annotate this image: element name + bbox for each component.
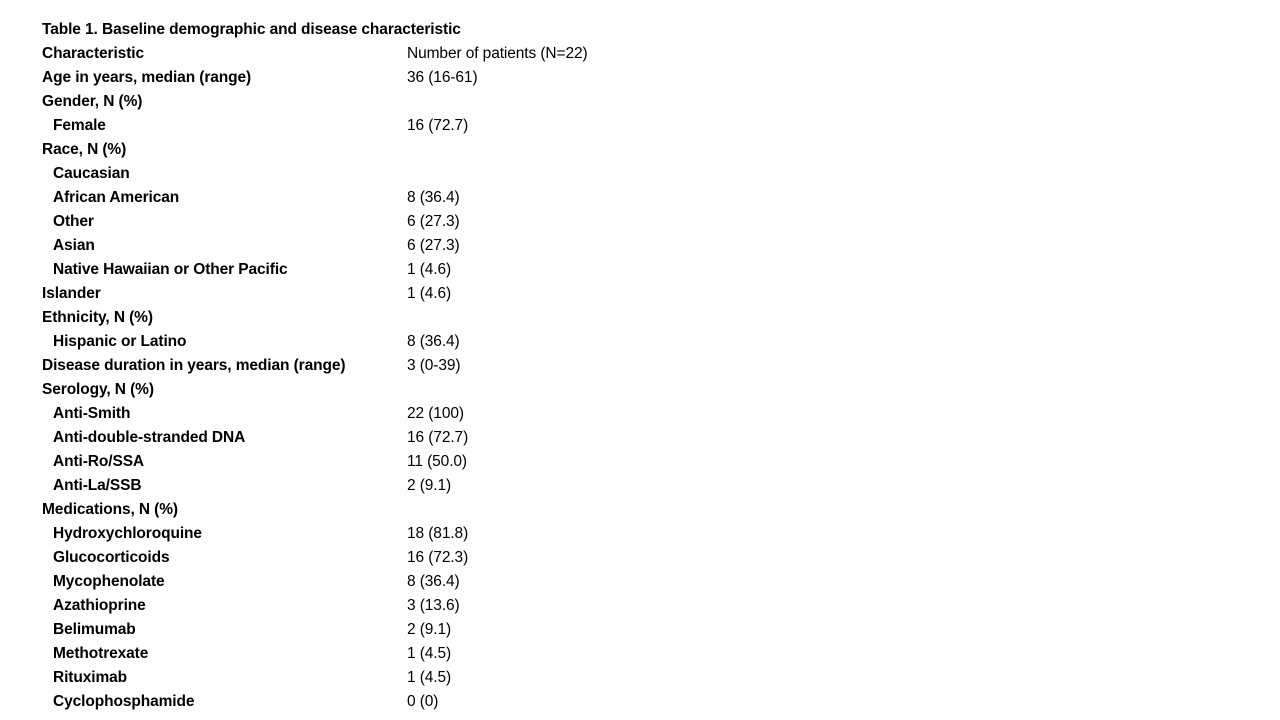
baseline-characteristics-table <box>42 42 1192 66</box>
row-value: 1 (4.5) <box>407 669 452 686</box>
table-row <box>42 618 1192 642</box>
table-row <box>42 186 1192 210</box>
row-label: Disease duration in years, median (range) <box>42 357 346 374</box>
row-label: Age in years, median (range) <box>42 69 252 86</box>
row-value <box>407 138 1192 162</box>
table-row <box>42 354 1192 378</box>
column-header-number-of-patients: Number of patients (N=22) <box>407 45 588 62</box>
row-value <box>407 378 1192 402</box>
table-row <box>42 234 1192 258</box>
row-label: Gender, N (%) <box>42 93 143 110</box>
row-value: 36 (16-61) <box>407 69 478 86</box>
row-label: Cyclophosphamide <box>53 693 195 710</box>
table-row <box>42 402 1192 426</box>
row-label: Female <box>53 117 106 134</box>
row-value: 1 (4.6) <box>407 261 452 278</box>
row-value: 11 (50.0) <box>407 453 467 470</box>
row-label: African American <box>53 189 180 206</box>
row-label: Native Hawaiian or Other Pacific <box>53 261 288 278</box>
table-row <box>42 210 1192 234</box>
row-label: Belimumab <box>53 621 136 638</box>
column-header-characteristic: Characteristic <box>42 45 144 62</box>
row-value: 6 (27.3) <box>407 237 460 254</box>
table-row <box>42 330 1192 354</box>
table-row <box>42 162 1192 186</box>
baseline-characteristics-rows <box>42 66 1192 714</box>
row-value: 22 (100) <box>407 405 464 422</box>
table-title: Table 1. Baseline demographic and disease characteristic <box>42 21 461 38</box>
table-row <box>42 546 1192 570</box>
table-row <box>42 666 1192 690</box>
table-row <box>42 690 1192 714</box>
table-row <box>42 378 1192 402</box>
table-row <box>42 90 1192 114</box>
table-body <box>42 42 1192 66</box>
row-label: Anti-La/SSB <box>53 477 142 494</box>
row-value: 16 (72.3) <box>407 549 469 566</box>
table-row <box>42 426 1192 450</box>
row-value: 8 (36.4) <box>407 189 460 206</box>
row-label: Islander <box>42 285 101 302</box>
row-value <box>407 90 1192 114</box>
table-row <box>42 594 1192 618</box>
row-label: Other <box>53 213 94 230</box>
row-value: 1 (4.6) <box>407 285 452 302</box>
row-value: 3 (0-39) <box>407 357 461 374</box>
table-row <box>42 474 1192 498</box>
row-value: 16 (72.7) <box>407 429 469 446</box>
row-value: 0 (0) <box>407 693 439 710</box>
table-row <box>42 306 1192 330</box>
table-header-row <box>42 42 1192 66</box>
row-value: 18 (81.8) <box>407 525 469 542</box>
row-value <box>407 498 1192 522</box>
table-rows-body <box>42 66 1192 714</box>
row-label: Asian <box>53 237 95 254</box>
table-row <box>42 450 1192 474</box>
row-value <box>407 162 1192 186</box>
row-value: 3 (13.6) <box>407 597 460 614</box>
row-label: Glucocorticoids <box>53 549 170 566</box>
row-value <box>407 306 1192 330</box>
row-value: 1 (4.5) <box>407 645 452 662</box>
row-label: Anti-double-stranded DNA <box>53 429 246 446</box>
table-row <box>42 570 1192 594</box>
row-label: Hydroxychloroquine <box>53 525 202 542</box>
row-label: Ethnicity, N (%) <box>42 309 153 326</box>
row-value: 6 (27.3) <box>407 213 460 230</box>
row-label: Serology, N (%) <box>42 381 154 398</box>
row-label: Methotrexate <box>53 645 149 662</box>
row-value: 16 (72.7) <box>407 117 469 134</box>
row-label: Anti-Ro/SSA <box>53 453 145 470</box>
table-row <box>42 642 1192 666</box>
row-label: Rituximab <box>53 669 128 686</box>
row-label: Anti-Smith <box>53 405 131 422</box>
row-label: Hispanic or Latino <box>53 333 187 350</box>
row-label: Mycophenolate <box>53 573 165 590</box>
table-row <box>42 522 1192 546</box>
row-label: Caucasian <box>53 165 130 182</box>
table-row <box>42 282 1192 306</box>
row-value: 2 (9.1) <box>407 621 452 638</box>
table-row <box>42 258 1192 282</box>
row-value: 8 (36.4) <box>407 333 460 350</box>
row-value: 2 (9.1) <box>407 477 452 494</box>
row-label: Race, N (%) <box>42 141 127 158</box>
row-label: Medications, N (%) <box>42 501 178 518</box>
table-row <box>42 138 1192 162</box>
row-label: Azathioprine <box>53 597 146 614</box>
row-value: 8 (36.4) <box>407 573 460 590</box>
table-row <box>42 66 1192 90</box>
table-row <box>42 498 1192 522</box>
table-row <box>42 114 1192 138</box>
